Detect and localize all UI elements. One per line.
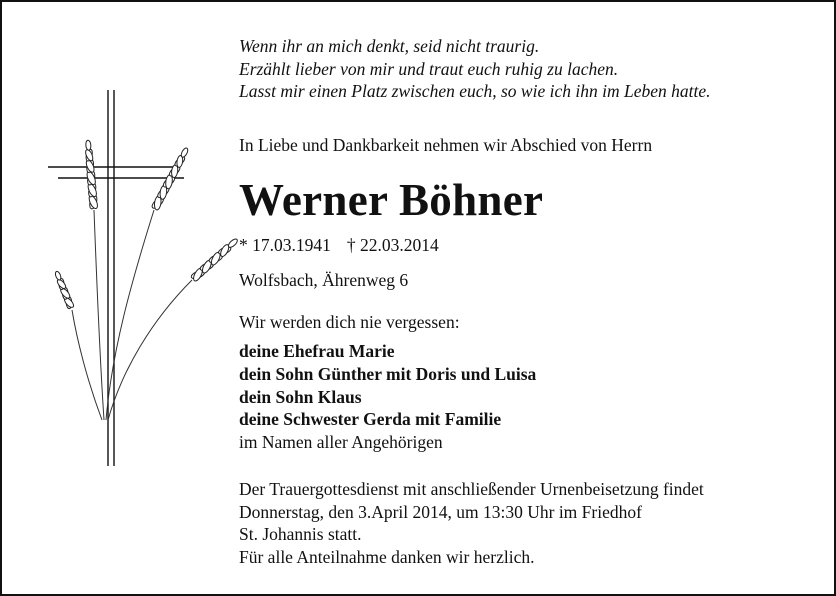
service-line: St. Johannis statt. <box>239 524 362 544</box>
intro-text: In Liebe und Dankbarkeit nehmen wir Abschied von Herrn <box>239 135 653 155</box>
birth-date: * 17.03.1941 <box>239 235 331 255</box>
family-member: deine Schwester Gerda mit Familie <box>239 409 502 430</box>
family-list <box>239 340 536 454</box>
thanks-line: Für alle Anteilnahme danken wir herzlich. <box>239 546 535 567</box>
family-member: dein Sohn Klaus <box>239 386 362 407</box>
poem <box>239 35 710 103</box>
poem-line: Lasst mir einen Platz zwischen euch, so wie ich ihn im Leben hatte. <box>239 81 711 101</box>
family-member: deine Ehefrau Marie <box>239 341 395 361</box>
cross-with-wheat-icon <box>42 90 242 480</box>
life-dates <box>239 234 439 256</box>
family-closing: im Namen aller Angehörigen <box>239 432 443 453</box>
address: Wolfsbach, Ährenweg 6 <box>239 270 409 290</box>
service-info <box>239 478 704 568</box>
deceased-name: Werner Böhner <box>239 175 544 225</box>
service-line: Der Trauergottesdienst mit anschließender Urnenbeisetzung findet <box>239 479 704 499</box>
poem-line: Wenn ihr an mich denkt, seid nicht traurig. <box>239 36 540 56</box>
remember-text: Wir werden dich nie vergessen: <box>239 312 460 332</box>
family-member: dein Sohn Günther mit Doris und Luisa <box>239 363 537 384</box>
poem-line: Erzählt lieber von mir und traut euch ruhig zu lachen. <box>239 58 619 79</box>
death-date: † 22.03.2014 <box>346 235 439 255</box>
service-line: Donnerstag, den 3.April 2014, um 13:30 Uhr im Friedhof <box>239 501 642 522</box>
